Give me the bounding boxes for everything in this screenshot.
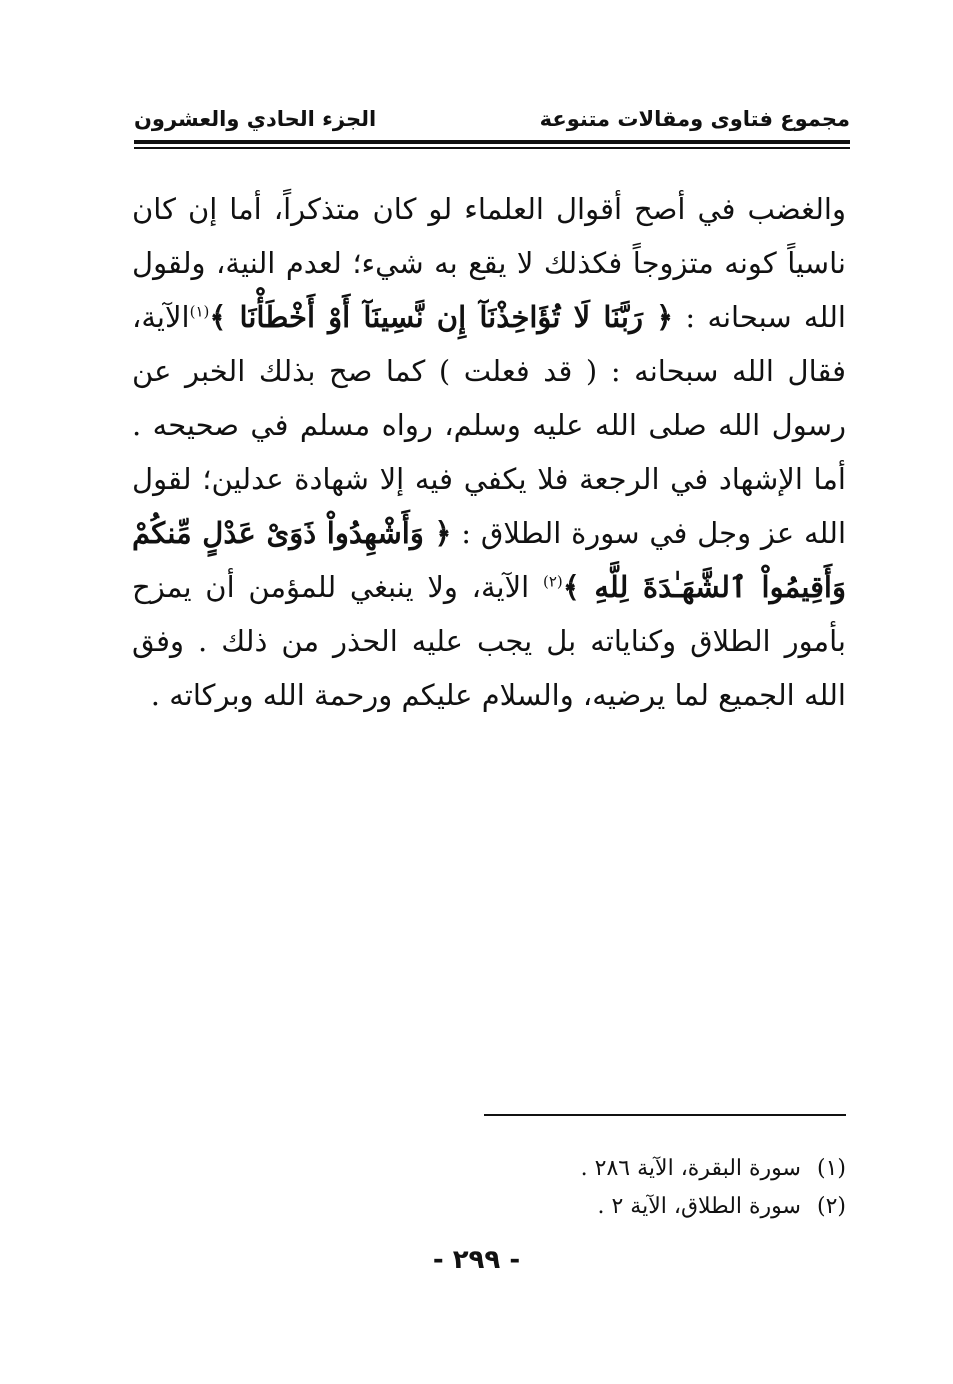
body-text-part-2: الآية، فقال الله سبحانه : ( قد فعلت ) كما صح بذلك الخبر عن رسول الله صلى الله عليه وسلم، رواه مسلم في صحيحه . أما الإشهاد في الرجعة فلا يكفي فيه إلا شهادة عدلين؛ لقول الله عز وجل في سورة الطلاق : [132,300,846,550]
body-text-part-1: والغضب في أصح أقوال العلماء لو كان متذكراً، أما إن كان ناسياً كونه متزوجاً فكذلك لا يقع به شيء؛ لعدم النية، ولقول الله سبحانه : [132,192,846,334]
footnote-number: (٢) [816,1194,846,1219]
running-header [134,104,850,136]
footnote-text: سورة الطلاق، الآية ٢ . [597,1194,801,1219]
footnote-ref-1: (١) [189,302,210,321]
page-number: - ٢٩٩ - [432,1245,521,1275]
footnote-1 [400,1150,846,1188]
footnotes [400,1150,846,1226]
body-paragraph [132,182,846,722]
footnote-2 [400,1188,846,1226]
footnote-number: (١) [816,1156,846,1181]
footnote-separator [484,1114,846,1116]
footnote-ref-2: (٢) [542,572,563,591]
footnote-text: سورة البقرة، الآية ٢٨٦ . [580,1156,801,1181]
header-rule-thin [134,147,850,149]
book-title: مجموع فتاوى ومقالات متنوعة [539,107,850,131]
body-text [132,182,846,722]
volume-label: الجزء الحادي والعشرون [134,107,377,131]
quran-verse-1: ﴿ رَبَّنَا لَا تُؤَاخِذْنَآ إِن نَّسِينَآ أَوْ أَخْطَأْنَا ﴾ [209,300,674,334]
header-rule-thick [134,140,850,144]
quran-verse-2: ﴿ وَأَشْهِدُواْ ذَوَىْ عَدْلٍ مِّنكُمْ وَأَقِيمُواْ ٱلشَّهَـٰدَةَ لِلَّهِ ﴾ [132,516,846,604]
body-text-part-3: الآية، ولا ينبغي للمؤمن أن يمزح بأمور الطلاق وكناياته بل يجب عليه الحذر من ذلك . وفق الله الجميع لما يرضيه، والسلام عليكم ورحمة الله وبركاته . [132,570,846,712]
